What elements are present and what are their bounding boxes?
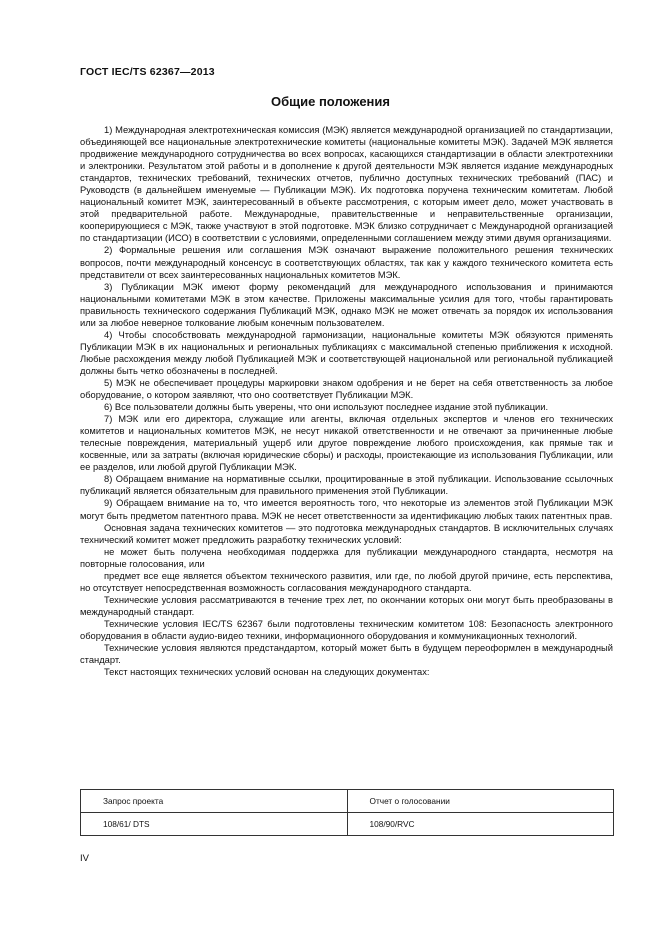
documents-table — [80, 789, 614, 836]
paragraph-4: 4) Чтобы способствовать международной гармонизации, национальные комитеты МЭК обязуются применять Публикации МЭК в их национальных и региональных публикациях с максимальной степенью приближения к исходной. Любые расхождения между любой Публикацией МЭК и соответствующей национальной или региональной публикацией должны быть четко обозначены в последней. — [80, 329, 613, 376]
table-cell: 108/90/RVC — [347, 813, 614, 836]
table-row — [81, 813, 614, 836]
table-header-cell: Запрос проекта — [81, 790, 348, 813]
paragraph-review: Технические условия рассматриваются в течение трех лет, по окончании которых они могут быть преобразованы в международный стандарт. — [80, 594, 613, 617]
paragraph-1: 1) Международная электротехническая комиссия (МЭК) является международной организацией по стандартизации, объединяющей все национальные электротехнические комитеты (национальные комитеты МЭК). Задачей МЭК является продвижение международного сотрудничества во всех вопросах, касающихся стандартизации в области электротехники и электроники. Результатом этой работы и в дополнение к другой деятельности МЭК является издание международных стандартов, технических требований, технических отчетов, публично доступных технических требований (ПАС) и Руководств (в дальнейшем именуемые — Публикации МЭК). Их подготовка поручена техническим комитетам. Любой национальный комитет МЭК, заинтересованный в объекте рассмотрения, с которым имеет дело, может участвовать в этой предварительной работе. Международные, правительственные и неправительственные организации, кооперирующиеся с МЭК, также участвуют в этой подготовке. МЭК близко сотрудничает с Международной организацией по стандартизации (ИСО) в соответствии с условиями, определенными соглашением между этими двумя организациями. — [80, 125, 613, 244]
table-header-cell: Отчет о голосовании — [347, 790, 614, 813]
paragraph-2: 2) Формальные решения или соглашения МЭК означают выражение положительного решения технических вопросов, почти международный консенсус в соответствующих областях, так как у каждого технического комитета есть представители от всех заинтересованных национальных комитетов МЭК. — [80, 245, 613, 280]
table-header-row — [81, 790, 614, 813]
table-cell: 108/61/ DTS — [81, 813, 348, 836]
paragraph-5: 5) МЭК не обеспечивает процедуры маркировки знаком одобрения и не берет на себя ответственность за любое оборудование, о котором заявляют, что оно соответствует Публикации МЭК. — [80, 377, 613, 401]
document-header: ГОСТ IEC/TS 62367—2013 — [80, 66, 215, 78]
paragraph-3: 3) Публикации МЭК имеют форму рекомендаций для международного использования и принимаются национальными комитетами МЭК в этом качестве. Приложены максимальные усилия для того, чтобы гарантировать правильность технического содержания Публикаций МЭК, однако МЭК не может отвечать за порядок их использования или за любое неверное толкование любым конечным пользователем. — [80, 281, 613, 328]
paragraph-7: 7) МЭК или его директора, служащие или агенты, включая отдельных экспертов и членов его технических комитетов и национальных комитетов МЭК, не несут никакой ответственности и не отвечают за причиненные любые телесные повреждения, материальный ущерб или другое повреждение любого происхождения, как прямые так и косвенные, или за затраты (включая юридические сборы) и расходы, проистекающие из использования Публикации, или ее разделов, или любой другой Публикации МЭК. — [80, 414, 613, 473]
paragraph-condition-1: не может быть получена необходимая поддержка для публикации международного стандарта, несмотря на повторные голосования, или — [80, 546, 613, 569]
page-number: IV — [80, 853, 89, 864]
paragraph-based-on: Текст настоящих технических условий основан на следующих документах: — [104, 667, 430, 678]
paragraph-condition-2: предмет все еще является объектом технического развития, или где, по любой другой причине, есть перспектива, но отсутствует непосредственная возможность согласования международного стандарта. — [80, 570, 613, 593]
paragraph-9: 9) Обращаем внимание на то, что имеется вероятность того, что некоторые из элементов этой Публикации МЭК могут быть предметом патентного права. МЭК не несет ответственности за идентификацию любых таких патентных прав. — [80, 498, 613, 521]
paragraph-preparation: Технические условия IEC/TS 62367 были подготовлены техническим комитетом 108: Безопасность электронного оборудования в области аудио-видео техники, информационного оборудования и коммуникационных технологий. — [80, 618, 613, 641]
paragraph-6: 6) Все пользователи должны быть уверены, что они используют последнее издание этой публикации. — [104, 402, 549, 413]
paragraph-prestandard: Технические условия являются предстандартом, который может быть в будущем переоформлен в международный стандарт. — [80, 643, 613, 666]
body-text — [80, 124, 613, 678]
section-title: Общие положения — [271, 94, 390, 109]
paragraph-tech-committees: Основная задача технических комитетов — это подготовка международных стандартов. В исключительных случаях технический комитет может предложить разработку технических условий: — [80, 522, 613, 545]
paragraph-8: 8) Обращаем внимание на нормативные ссылки, процитированные в этой публикации. Использование ссылочных публикаций является обязательным для правильного применения этой Публикации. — [80, 474, 613, 497]
